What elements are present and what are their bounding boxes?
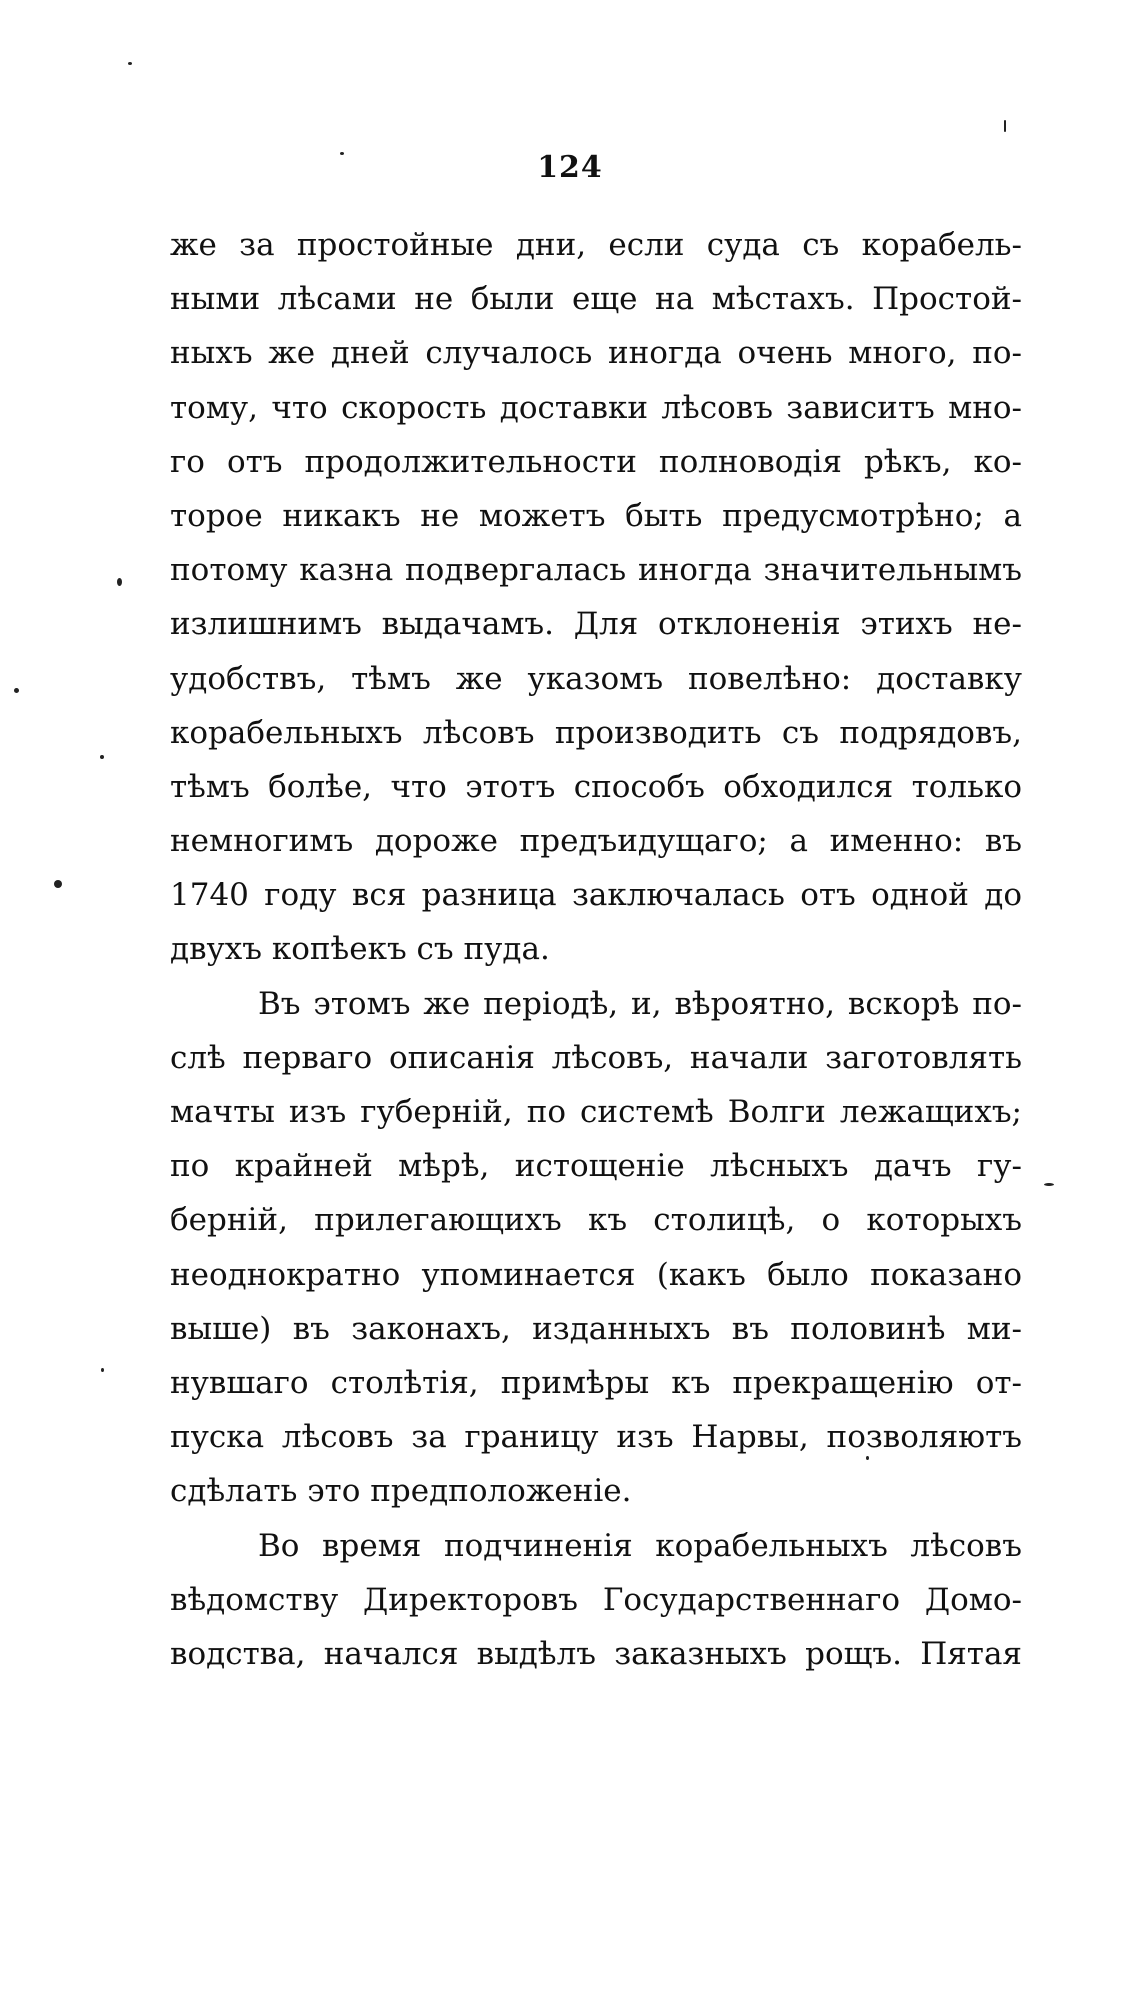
paragraph-start-line: Во время подчиненія корабельныхъ лѣсовъ (258, 1527, 1022, 1564)
text-line: го отъ продолжительности полноводія рѣкъ, ко- (170, 443, 1022, 480)
text-line: немногимъ дороже предъидущаго; а именно: въ (170, 823, 1022, 860)
scan-speck (128, 62, 132, 65)
text-line: вѣдомству Директоровъ Государственнаго Домо- (170, 1581, 1022, 1618)
text-line: потому казна подвергалась иногда значительнымъ (170, 552, 1022, 589)
scan-speck (54, 880, 62, 888)
body-text (170, 218, 1022, 1681)
text-line: нувшаго столѣтія, примѣры къ прекращенію от- (170, 1364, 1022, 1401)
scan-speck (1004, 120, 1006, 132)
text-line: тому, что скорость доставки лѣсовъ зависитъ мно- (170, 389, 1022, 426)
scan-speck (117, 578, 122, 586)
text-line: ныхъ же дней случалось иногда очень много, по- (170, 335, 1022, 372)
text-line: корабельныхъ лѣсовъ производить съ подрядовъ, (170, 714, 1022, 751)
text-line: тѣмъ болѣе, что этотъ способъ обходился только (170, 768, 1022, 805)
text-line: 1740 году вся разница заключалась отъ одной до (170, 877, 1022, 914)
scan-speck (866, 1456, 869, 1460)
text-line: же за простойные дни, если суда съ корабель- (170, 227, 1022, 263)
scan-speck (100, 755, 104, 759)
text-line: по крайней мѣрѣ, истощеніе лѣсныхъ дачъ гу- (170, 1148, 1022, 1185)
scan-speck (340, 152, 344, 155)
page-number: 124 (537, 150, 603, 185)
scan-speck (101, 1368, 104, 1372)
text-line: удобствъ, тѣмъ же указомъ повелѣно: доставку (170, 660, 1022, 697)
text-line: выше) въ законахъ, изданныхъ въ половинѣ ми- (170, 1310, 1022, 1347)
text-line: ными лѣсами не были еще на мѣстахъ. Простой- (170, 281, 1022, 318)
text-line: излишнимъ выдачамъ. Для отклоненія этихъ не- (170, 606, 1022, 643)
scan-speck (14, 688, 19, 693)
text-line: пуска лѣсовъ за границу изъ Нарвы, позволяютъ (170, 1419, 1022, 1456)
paragraph-end-line: двухъ копѣекъ съ пуда. (170, 931, 550, 968)
paragraph-start-line: Въ этомъ же періодѣ, и, вѣроятно, вскорѣ по- (258, 985, 1022, 1022)
text-line: слѣ перваго описанія лѣсовъ, начали заготовлять (170, 1039, 1022, 1076)
paragraph-end-line: сдѣлать это предположеніе. (170, 1473, 632, 1510)
text-line: мачты изъ губерній, по системѣ Волги лежащихъ; (170, 1094, 1022, 1130)
text-line: водства, начался выдѣлъ заказныхъ рощъ. Пятая (170, 1635, 1022, 1672)
text-line: неоднократно упоминается (какъ было показано (170, 1256, 1022, 1293)
text-line: берній, прилегающихъ къ столицѣ, о которыхъ (170, 1202, 1022, 1239)
text-line: торое никакъ не можетъ быть предусмотрѣно; а (170, 497, 1022, 534)
scan-speck (1044, 1183, 1054, 1186)
